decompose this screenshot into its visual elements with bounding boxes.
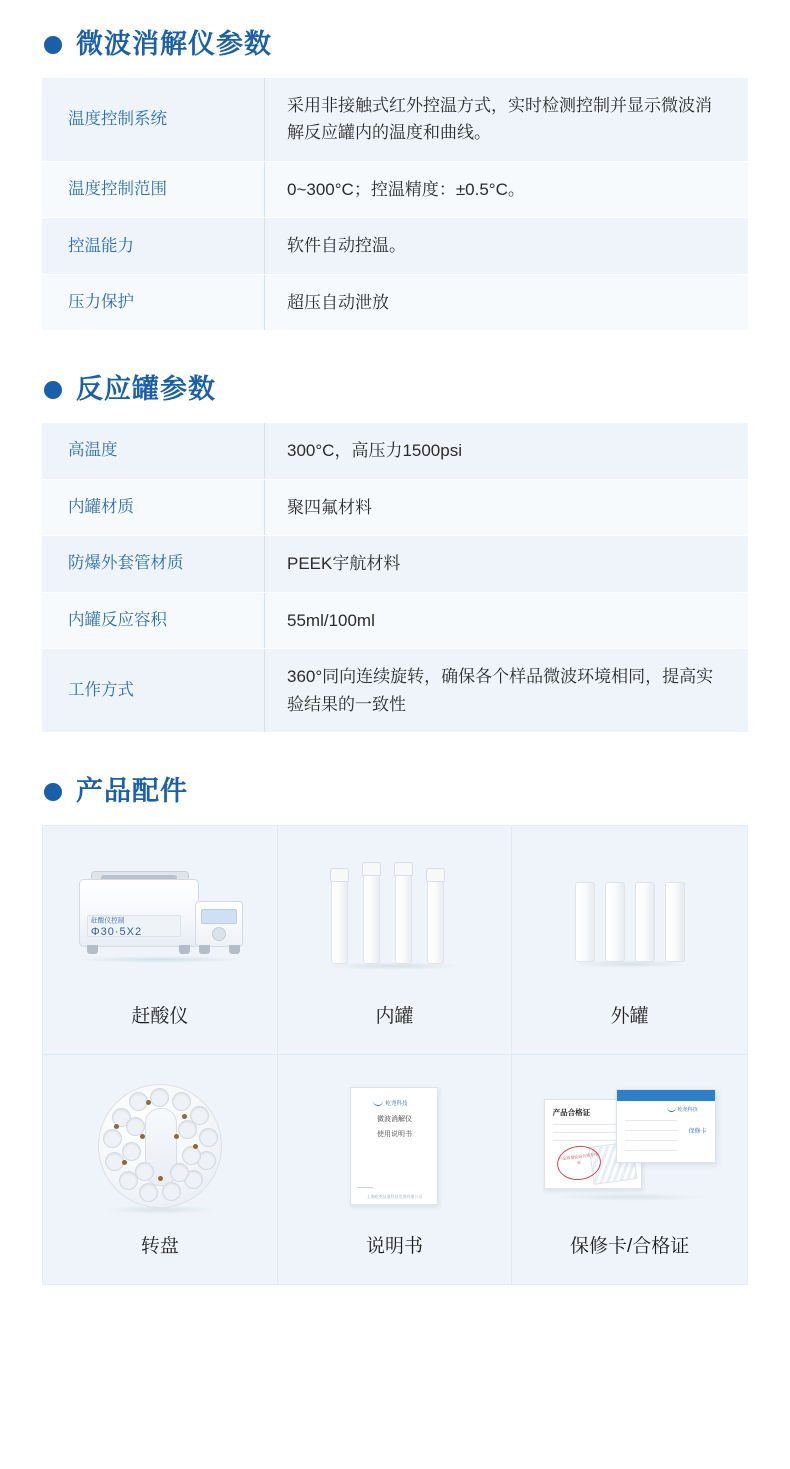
turntable-hole [199,1128,218,1147]
warranty-rule [625,1140,677,1141]
warranty-certificate-illustration [544,1087,716,1205]
tube-cap [330,868,349,882]
brand-logo [373,1099,407,1107]
warranty-card-header-bar [617,1090,715,1101]
outer-vessel-illustration [565,856,695,976]
acid-evaporator-illustration [71,857,249,975]
spec-label: 温度控制系统 [42,78,265,162]
table-row [42,274,748,331]
turntable-pin [140,1134,145,1139]
table-row [42,423,748,479]
warranty-card-label: 保修卡 [688,1128,707,1135]
inner-vessel-tube [363,872,380,964]
spec-value: 采用非接触式红外控温方式，实时检测控制并显示微波消解反应罐内的温度和曲线。 [265,78,749,162]
turntable-hole [150,1088,169,1107]
turntable-hole [135,1162,154,1181]
spec-label: 控温能力 [42,218,265,275]
warranty-rule [625,1120,677,1121]
accessory-label: 外罐 [610,1005,649,1027]
turntable-hole [182,1146,201,1165]
controller-foot [199,945,210,954]
spec-value: 300°C，高压力1500psi [265,423,749,479]
turntable-pin [182,1114,187,1119]
spec-label: 压力保护 [42,274,265,331]
accessory-card-warranty-certificate [512,1055,747,1284]
manual-illustration [350,1087,438,1205]
bullet-icon [44,36,62,54]
spec-label: 内罐反应容积 [42,592,265,649]
turntable-hole [139,1183,158,1202]
wave-logo-icon [373,1100,383,1106]
table-row [42,78,748,162]
table-row [42,479,748,536]
turntable-hole [122,1142,141,1161]
section-header-reaction-vessel-params [44,375,748,405]
section-title: 微波消解仪参数 [76,29,272,59]
accessory-label: 赶酸仪 [131,1005,189,1027]
accessory-label: 说明书 [365,1235,423,1257]
turntable-pin [122,1160,127,1165]
spec-value: 55ml/100ml [265,592,749,649]
manual-product-title: 微波消解仪 [376,1115,412,1123]
accessory-label: 保修卡/合格证 [570,1235,690,1257]
turntable-pin [158,1176,163,1181]
spec-label: 工作方式 [42,649,265,733]
drop-shadow [75,956,245,963]
spec-label: 防爆外套管材质 [42,536,265,593]
accessory-card-turntable [43,1055,278,1284]
turntable-hole [170,1163,189,1182]
accessory-label: 转盘 [140,1235,179,1257]
panel-model-text: Φ30·5X2 [90,926,143,938]
inner-vessel-tube [395,872,412,964]
evaporator-body [79,879,199,947]
accessory-card-acid-evaporator [43,826,278,1055]
turntable-hole [162,1182,181,1201]
warranty-rule [625,1130,677,1131]
inner-vessel-tube [427,878,444,964]
section-title: 产品配件 [76,776,188,807]
drop-shadow [550,1193,710,1201]
manual-rule [357,1187,373,1188]
spec-label: 温度控制范围 [42,161,265,218]
accessory-card-outer-vessel [512,826,747,1055]
bullet-icon [44,381,62,399]
accessory-card-manual [278,1055,513,1284]
accessory-image-turntable [43,1055,277,1231]
turntable-pin [193,1144,198,1149]
section-title: 反应罐参数 [76,374,216,405]
table-row [42,161,748,218]
tube-cap [394,862,413,876]
section-header-accessories [44,777,748,807]
tube-cap [362,862,381,876]
spec-label: 高温度 [42,423,265,479]
spec-table-microwave-digester-params [42,78,748,332]
inner-vessel-illustration [319,856,469,976]
spec-value: 0~300°C；控温精度：±0.5°C。 [265,161,749,218]
turntable-hole [105,1152,124,1171]
accessory-image-warranty-certificate [512,1055,747,1231]
table-row [42,592,748,649]
outer-vessel-sleeve [665,882,685,962]
table-row [42,649,748,733]
manual-footer-text: 上海屹尧仪器科技发展有限公司 [366,1193,423,1199]
controller-screen [201,909,237,924]
outer-vessel-sleeve [605,882,625,962]
brand-name: 屹尧科技 [677,1106,698,1113]
accessories-grid [42,825,748,1285]
manual-subtitle: 使用说明书 [376,1130,412,1138]
turntable-hole [129,1092,148,1111]
turntable-pin [146,1100,151,1105]
spec-value: 超压自动泄放 [265,274,749,331]
table-row [42,536,748,593]
evaporator-foot [179,945,190,954]
bullet-icon [44,783,62,801]
panel-small-text: 赶酸仪控制 [90,918,125,926]
spec-label: 内罐材质 [42,479,265,536]
spec-table-reaction-vessel-params [42,423,748,733]
wave-logo-icon [667,1107,676,1112]
evaporator-foot [87,945,98,954]
accessory-image-inner-vessel [278,826,512,1001]
accessory-image-acid-evaporator [43,826,277,1001]
controller-foot [229,945,240,954]
spec-value: PEEK宇航材料 [265,536,749,593]
inner-vessel-tube [331,878,348,964]
brand-logo [667,1106,698,1113]
turntable-hole [172,1092,191,1111]
warranty-card [616,1089,716,1163]
spec-value: 软件自动控温。 [265,218,749,275]
evaporator-front-panel [87,915,181,937]
accessory-image-manual [278,1055,512,1231]
brand-name: 屹尧科技 [385,1100,408,1107]
section-header-microwave-digester-params [44,30,748,60]
table-row [42,218,748,275]
turntable-hole [178,1120,197,1139]
accessory-card-inner-vessel [278,826,513,1055]
warranty-rule [625,1150,677,1151]
accessory-label: 内罐 [375,1005,414,1027]
turntable-illustration [98,1084,222,1208]
quality-stamp-icon: 产品质量检验合格专用章 [555,1143,603,1182]
outer-vessel-sleeve [575,882,595,962]
spec-value: 360°同向连续旋转，确保各个样品微波环境相同，提高实验结果的一致性 [265,649,749,733]
turntable-hole [103,1129,122,1148]
spec-value: 聚四氟材料 [265,479,749,536]
turntable-pin [174,1134,179,1139]
certificate-title: 产品合格证 [552,1107,591,1117]
accessory-image-outer-vessel [512,826,747,1001]
turntable-pin [114,1124,119,1129]
outer-vessel-sleeve [635,882,655,962]
tube-cap [426,868,445,882]
